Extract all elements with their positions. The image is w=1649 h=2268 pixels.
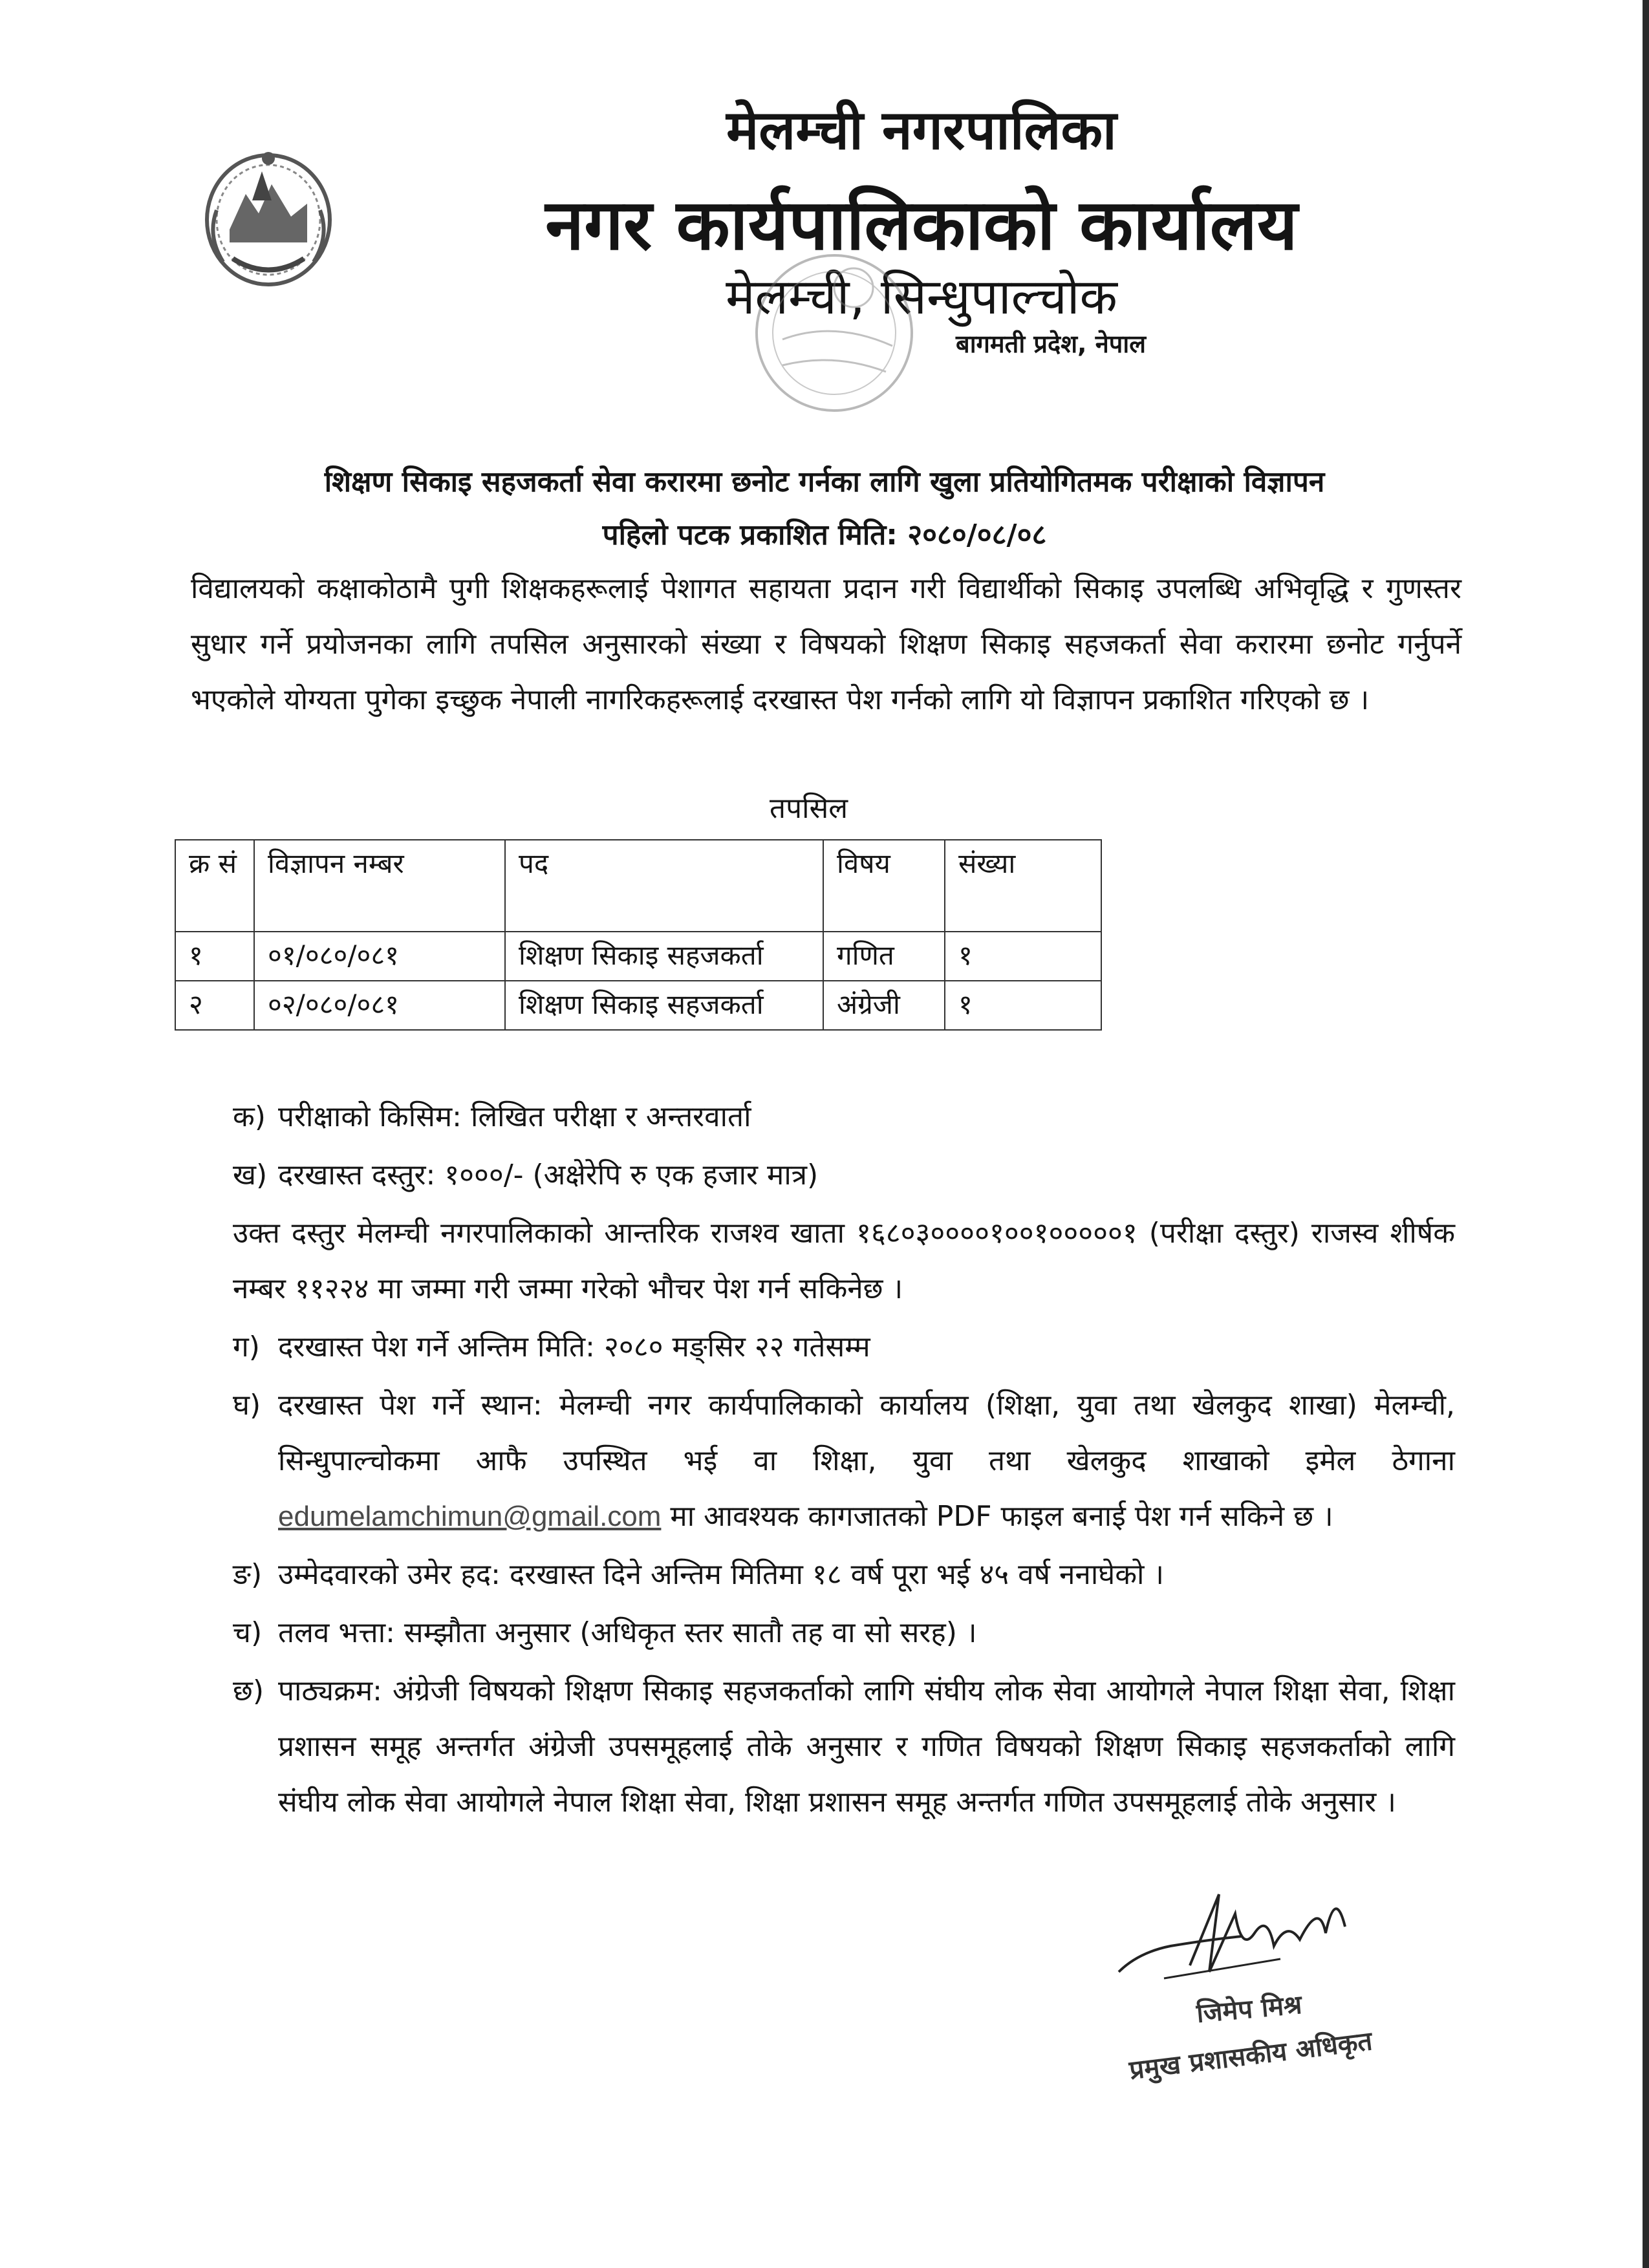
office-name: नगर कार्यपालिकाको कार्यालय	[545, 185, 1298, 266]
condition-submission-place	[233, 1378, 1455, 1545]
table-row	[175, 981, 1101, 1030]
item-text: पाठ्यक्रम: अंग्रेजी विषयको शिक्षण सिकाइ सहजकर्ताको लागि संघीय लोक सेवा आयोगले नेपाल शिक्षा सेवा, शिक्षा प्रशासन समूह अन्तर्गत अंग्रेजी उपसमूहलाई तोके अनुसार र गणित विषयको शिक्षण सिकाइ सहजकर्ताको लागि संघीय लोक सेवा आयोगले नेपाल शिक्षा सेवा, शिक्षा प्रशासन समूह अन्तर्गत गणित उपसमूहलाई तोके अनुसार ।	[278, 1674, 1455, 1819]
item-label: ख)	[233, 1159, 268, 1192]
item-label: ग)	[233, 1331, 260, 1364]
signatory-name: जिमेप मिश्र	[1195, 1989, 1304, 2029]
header-subject: विषय	[823, 840, 945, 932]
condition-exam-type	[233, 1089, 1455, 1145]
cell-subject: अंग्रेजी	[823, 981, 945, 1030]
cell-serial: २	[175, 981, 254, 1030]
item-text: उम्मेदवारको उमेर हद: दरखास्त दिने अन्तिम मितिमा १८ वर्ष पूरा भई ४५ वर्ष ननाघेको ।	[278, 1558, 1165, 1591]
header-serial: क्र सं	[175, 840, 254, 932]
table-caption: तपसिल	[770, 792, 848, 825]
condition-age-limit	[233, 1547, 1455, 1603]
publish-date: पहिलो पटक प्रकाशित मिति: २०८०/०८/०८	[602, 519, 1047, 551]
cell-post: शिक्षण सिकाइ सहजकर्ता	[505, 932, 823, 981]
vacancy-table	[175, 839, 1102, 1031]
notice-title: शिक्षण सिकाइ सहजकर्ता सेवा करारमा छनोट गर्नका लागि खुला प्रतियोगितमक परीक्षाको विज्ञापन	[324, 465, 1325, 498]
item-text: दरखास्त पेश गर्ने स्थान: मेलम्ची नगर कार्यपालिकाको कार्यालय (शिक्षा, युवा तथा खेलकुद शाखा) मेलम्ची, सिन्धुपाल्चोकमा आफै उपस्थित भई वा शिक्षा, युवा तथा खेलकुद शाखाको इमेल ठेगाना	[278, 1389, 1455, 1477]
item-label: छ)	[233, 1674, 264, 1707]
cell-ad-number: ०२/०८०/०८१	[254, 981, 505, 1030]
fee-deposit-note: उक्त दस्तुर मेलम्ची नगरपालिकाको आन्तरिक राजश्व खाता १६८०३००००१००१०००००१ (परीक्षा दस्तुर) राजस्व शीर्षक नम्बर ११२२४ मा जम्मा गरी जम्मा गरेको भौचर पेश गर्न सकिनेछ ।	[233, 1217, 1455, 1305]
office-stamp	[705, 242, 938, 449]
item-text: मा आवश्यक कागजातको PDF फाइल बनाई पेश गर्न सकिने छ ।	[661, 1500, 1333, 1533]
email-link[interactable]: edumelamchimun@gmail.com	[278, 1501, 662, 1532]
item-label: घ)	[233, 1389, 261, 1422]
table-row	[175, 932, 1101, 981]
cell-count: १	[945, 981, 1101, 1030]
handwritten-signature	[1112, 1875, 1384, 1991]
condition-salary	[233, 1605, 1455, 1661]
table-header-row	[175, 840, 1101, 932]
condition-syllabus	[233, 1664, 1455, 1830]
header-ad-number: विज्ञापन नम्बर	[254, 840, 505, 932]
office-address: मेलम्ची, सिन्धुपाल्चोक	[726, 268, 1117, 325]
item-label: ङ)	[233, 1558, 263, 1591]
municipality-name: मेलम्ची नगरपालिका	[726, 98, 1117, 162]
item-text: दरखास्त पेश गर्ने अन्तिम मिति: २०८० मङ्सिर २२ गतेसम्म	[278, 1331, 870, 1364]
intro-paragraph: विद्यालयको कक्षाकोठामै पुगी शिक्षकहरूलाई पेशागत सहायता प्रदान गरी विद्यार्थीको सिकाइ उपलब्धि अभिवृद्धि र गुणस्तर सुधार गर्ने प्रयोजनका लागि तपसिल अनुसारको संख्या र विषयको शिक्षण सिकाइ सहजकर्ता सेवा करारमा छनोट गर्नुपर्ने भएकोले योग्यता पुगेका इच्छुक नेपाली नागरिकहरूलाई दरखास्त पेश गर्नको लागि यो विज्ञापन प्रकाशित गरिएको छ ।	[191, 572, 1461, 716]
item-text: दरखास्त दस्तुर: १०००/- (अक्षेरेपि रु एक हजार मात्र)	[278, 1159, 819, 1192]
cell-ad-number: ०१/०८०/०८१	[254, 932, 505, 981]
cell-serial: १	[175, 932, 254, 981]
item-label: च)	[233, 1616, 263, 1649]
condition-deadline	[233, 1320, 1455, 1375]
signatory-designation: प्रमुख प्रशासकीय अधिकृत	[1127, 2026, 1374, 2086]
header-count: संख्या	[945, 840, 1101, 932]
cell-count: १	[945, 932, 1101, 981]
condition-application-fee	[233, 1148, 1455, 1203]
province-line: बागमती प्रदेश, नेपाल	[956, 330, 1146, 358]
item-label: क)	[233, 1100, 266, 1133]
conditions-list	[233, 1089, 1455, 1833]
cell-post: शिक्षण सिकाइ सहजकर्ता	[505, 981, 823, 1030]
item-text: तलव भत्ता: सम्झौता अनुसार (अधिकृत स्तर सातौ तह वा सो सरह) ।	[278, 1616, 977, 1649]
header-post: पद	[505, 840, 823, 932]
item-text: परीक्षाको किसिम: लिखित परीक्षा र अन्तरवार्ता	[278, 1100, 751, 1133]
cell-subject: गणित	[823, 932, 945, 981]
